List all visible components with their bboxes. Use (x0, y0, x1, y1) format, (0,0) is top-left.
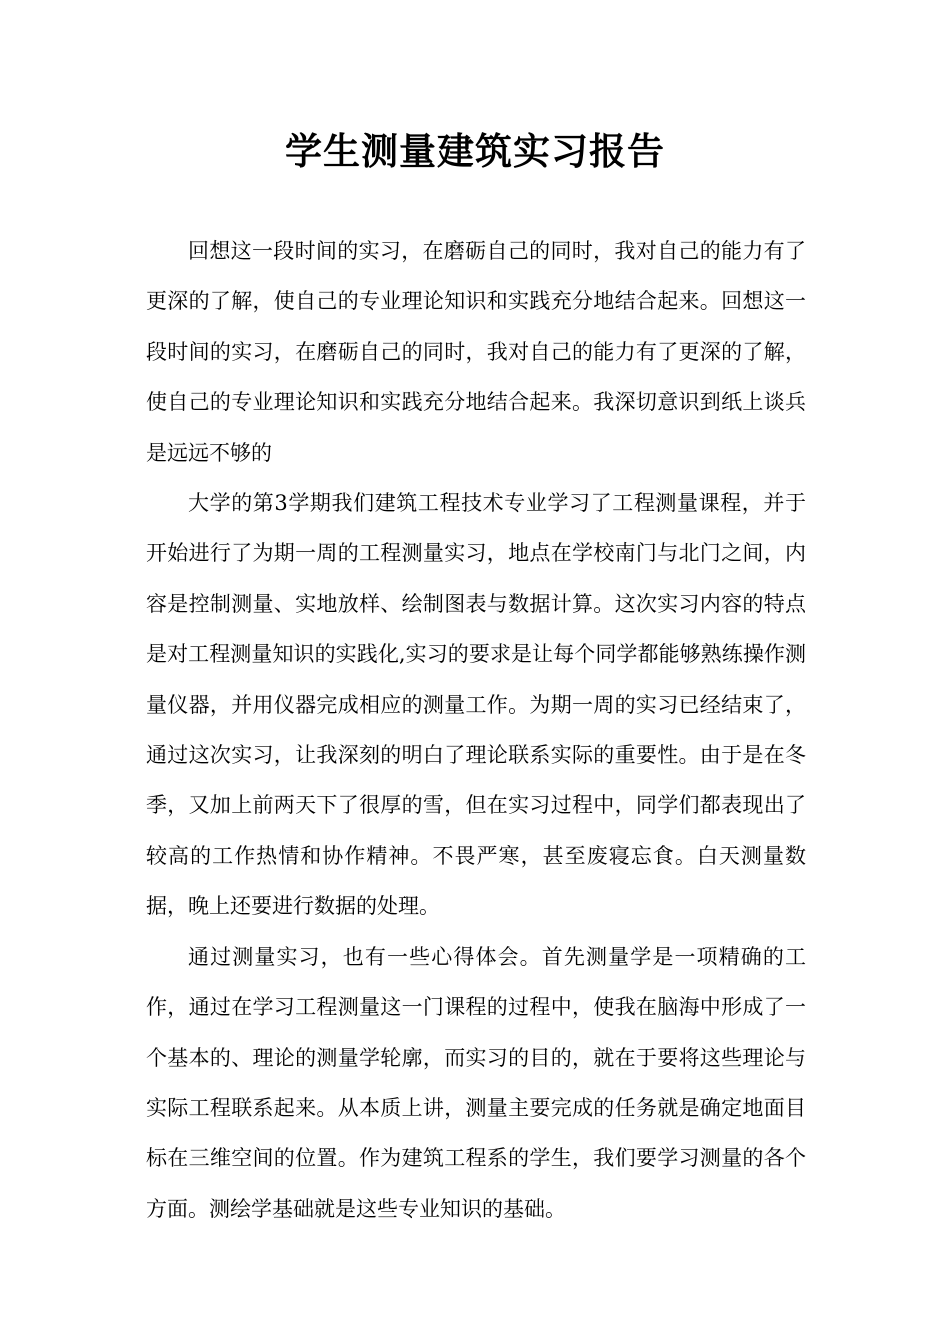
paragraph: 大学的第3学期我们建筑工程技术专业学习了工程测量课程，并于开始进行了为期一周的工程测量实习，地点在学校南门与北门之间，内容是控制测量、实地放样、绘制图表与数据计算。这次实习内容的特点是对工程测量知识的实践化,实习的要求是让每个同学都能够熟练操作测量仪器，并用仪器完成相应的测量工作。为期一周的实习已经结束了，通过这次实习，让我深刻的明白了理论联系实际的重要性。由于是在冬季，又加上前两天下了很厚的雪，但在实习过程中，同学们都表现出了较高的工作热情和协作精神。不畏严寒，甚至废寝忘食。白天测量数据，晚上还要进行数据的处理。 (146, 491, 806, 919)
document-body (146, 226, 806, 1234)
paragraph: 回想这一段时间的实习，在磨砺自己的同时，我对自己的能力有了更深的了解，使自己的专业理论知识和实践充分地结合起来。回想这一段时间的实习，在磨砺自己的同时，我对自己的能力有了更深的了解，使自己的专业理论知识和实践充分地结合起来。我深切意识到纸上谈兵是远远不够的 (146, 239, 806, 465)
paragraph: 通过测量实习，也有一些心得体会。首先测量学是一项精确的工作，通过在学习工程测量这一门课程的过程中，使我在脑海中形成了一个基本的、理论的测量学轮廓，而实习的目的，就在于要将这些理论与实际工程联系起来。从本质上讲，测量主要完成的任务就是确定地面目标在三维空间的位置。作为建筑工程系的学生，我们要学习测量的各个方面。测绘学基础就是这些专业知识的基础。 (146, 944, 806, 1221)
document-title: 学生测量建筑实习报告 (285, 130, 665, 173)
